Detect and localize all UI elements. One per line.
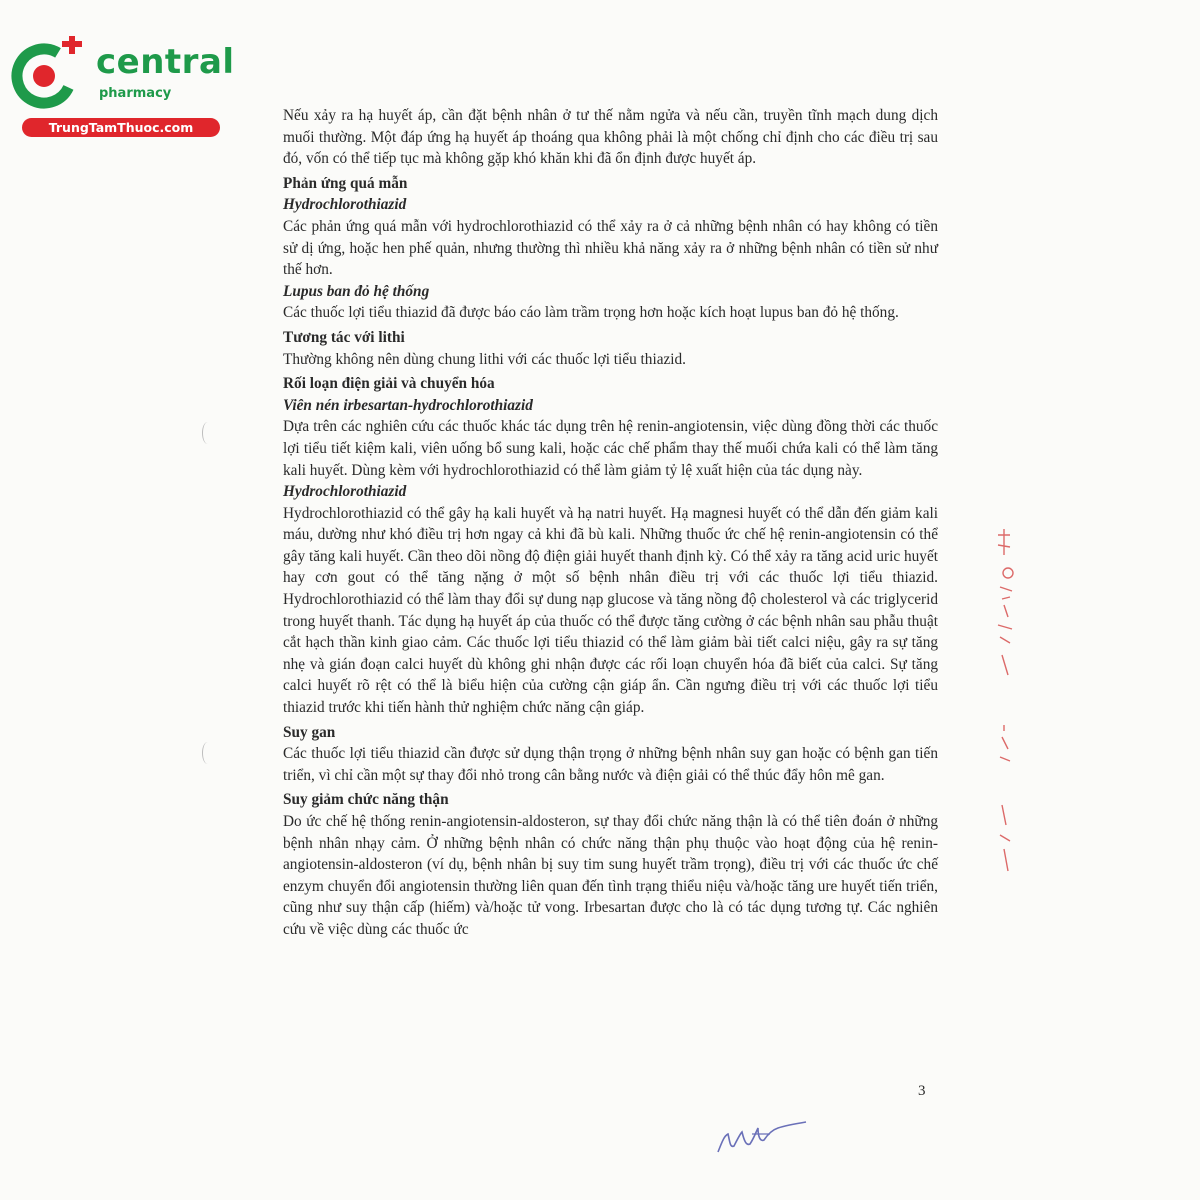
subsection-heading: Lupus ban đỏ hệ thống [283, 282, 430, 300]
brand-logo [10, 36, 235, 138]
section-heading: Phản ứng quá mẫn [283, 174, 408, 192]
section-heading: Suy giảm chức năng thận [283, 791, 449, 809]
stamp-mark [988, 525, 1024, 875]
subsection-heading: Hydrochlorothiazid [283, 196, 407, 214]
paragraph: Nếu xảy ra hạ huyết áp, cần đặt bệnh nhân ở tư thế nằm ngửa và nếu cần, truyền tĩnh mạch dung dịch muối thường. Một đáp ứng hạ huyết áp thoáng qua không phải là một chống chỉ định cho các điều trị sau đó, vốn có thể tiếp tục mà không gặp khó khăn khi đã ổn định được huyết áp. [283, 107, 938, 168]
punch-hole-mark [202, 422, 213, 444]
paragraph: Dựa trên các nghiên cứu các thuốc khác tác dụng trên hệ renin-angiotensin, việc dùng đồng thời các thuốc lợi tiểu tiết kiệm kali, viên uống bổ sung kali, hoặc các chế phẩm thay thế muối chứa kali có thể làm tăng kali huyết. Dùng kèm với hydrochlorothiazid có thể làm giảm tỷ lệ xuất hiện của tác dụng này. [283, 418, 938, 479]
paragraph: Các thuốc lợi tiểu thiazid cần được sử dụng thận trọng ở những bệnh nhân suy gan hoặc có bệnh gan tiến triển, vì chỉ cần một sự thay đổi nhỏ trong cân bằng nước và điện giải có thể thúc đẩy hôn mê gan. [283, 745, 938, 784]
logo-name: central [96, 42, 235, 82]
punch-hole-mark [202, 742, 213, 764]
section-heading: Suy gan [283, 723, 336, 741]
paragraph: Thường không nên dùng chung lithi với các thuốc lợi tiểu thiazid. [283, 350, 687, 368]
section-heading: Rối loạn điện giải và chuyển hóa [283, 375, 495, 393]
paragraph: Do ức chế hệ thống renin-angiotensin-aldosteron, sự thay đổi chức năng thận là có thể tiên đoán ở những bệnh nhân nhạy cảm. Ở những bệnh nhân có chức năng thận phụ thuộc vào hoạt động của hệ renin-angiotensin-aldosteron (ví dụ, bệnh nhân bị suy tim sung huyết trầm trọng), điều trị với các thuốc ức chế enzym chuyển đổi angiotensin thường liên quan đến tình trạng thiểu niệu và/hoặc tăng ure huyết tiến triển, cũng như suy thận cấp (hiếm) và/hoặc tử vong. Irbesartan được cho là có tác dụng tương tự. Các nghiên cứu về việc dùng các thuốc ức [283, 813, 938, 938]
logo-tagline: pharmacy [99, 86, 172, 101]
paragraph: Các phản ứng quá mẫn với hydrochlorothiazid có thể xảy ra ở cả những bệnh nhân có hay không có tiền sử dị ứng, hoặc hen phế quản, nhưng thường thì nhiều khả năng xảy ra ở những bệnh nhân có tiền sử như thế hơn. [283, 217, 938, 279]
subsection-heading: Hydrochlorothiazid [283, 483, 407, 501]
paragraph: Hydrochlorothiazid có thể gây hạ kali huyết và hạ natri huyết. Hạ magnesi huyết có thể dẫn đến giảm kali máu, dường như khó điều trị hơn ngay cả khi đã bù kali. Những thuốc ức chế hệ renin-angiotensin có thể gây tăng kali huyết. Cần theo dõi nồng độ điện giải huyết thanh định kỳ. Có thể xảy ra tăng acid uric huyết hay cơn gout có thể tăng nặng ở một số bệnh nhân điều trị với các thuốc lợi tiểu thiazid. Hydrochlorothiazid có thể làm thay đổi sự dung nạp glucose và tăng nồng độ cholesterol và các triglycerid trong huyết thanh. Tác dụng hạ huyết áp của thuốc có thể được tăng cường ở các bệnh nhân sau phẫu thuật cắt hạch thần kinh giao cảm. Các thuốc lợi tiểu thiazid có thể làm giảm bài tiết calci niệu, gây ra sự tăng nhẹ và gián đoạn calci huyết dù không ghi nhận được các rối loạn chuyển hóa đã biết của calci. Sự tăng calci huyết rõ rệt có thể là biểu hiện của cường cận giáp ẩn. Cần ngưng điều trị với các thuốc lợi tiểu thiazid trước khi tiến hành thử nghiệm chức năng cận giáp. [283, 504, 938, 717]
document-body [283, 105, 938, 941]
central-pharmacy-logo-icon [10, 36, 90, 116]
section-heading: Tương tác với lithi [283, 328, 405, 346]
page-number: 3 [918, 1083, 926, 1099]
logo-website: TrungTamThuoc.com [22, 118, 220, 137]
paragraph: Các thuốc lợi tiểu thiazid đã được báo cáo làm trầm trọng hơn hoặc kích hoạt lupus ban đỏ hệ thống. [283, 304, 899, 322]
signature-icon [712, 1112, 812, 1162]
subsection-heading: Viên nén irbesartan-hydrochlorothiazid [283, 396, 533, 414]
